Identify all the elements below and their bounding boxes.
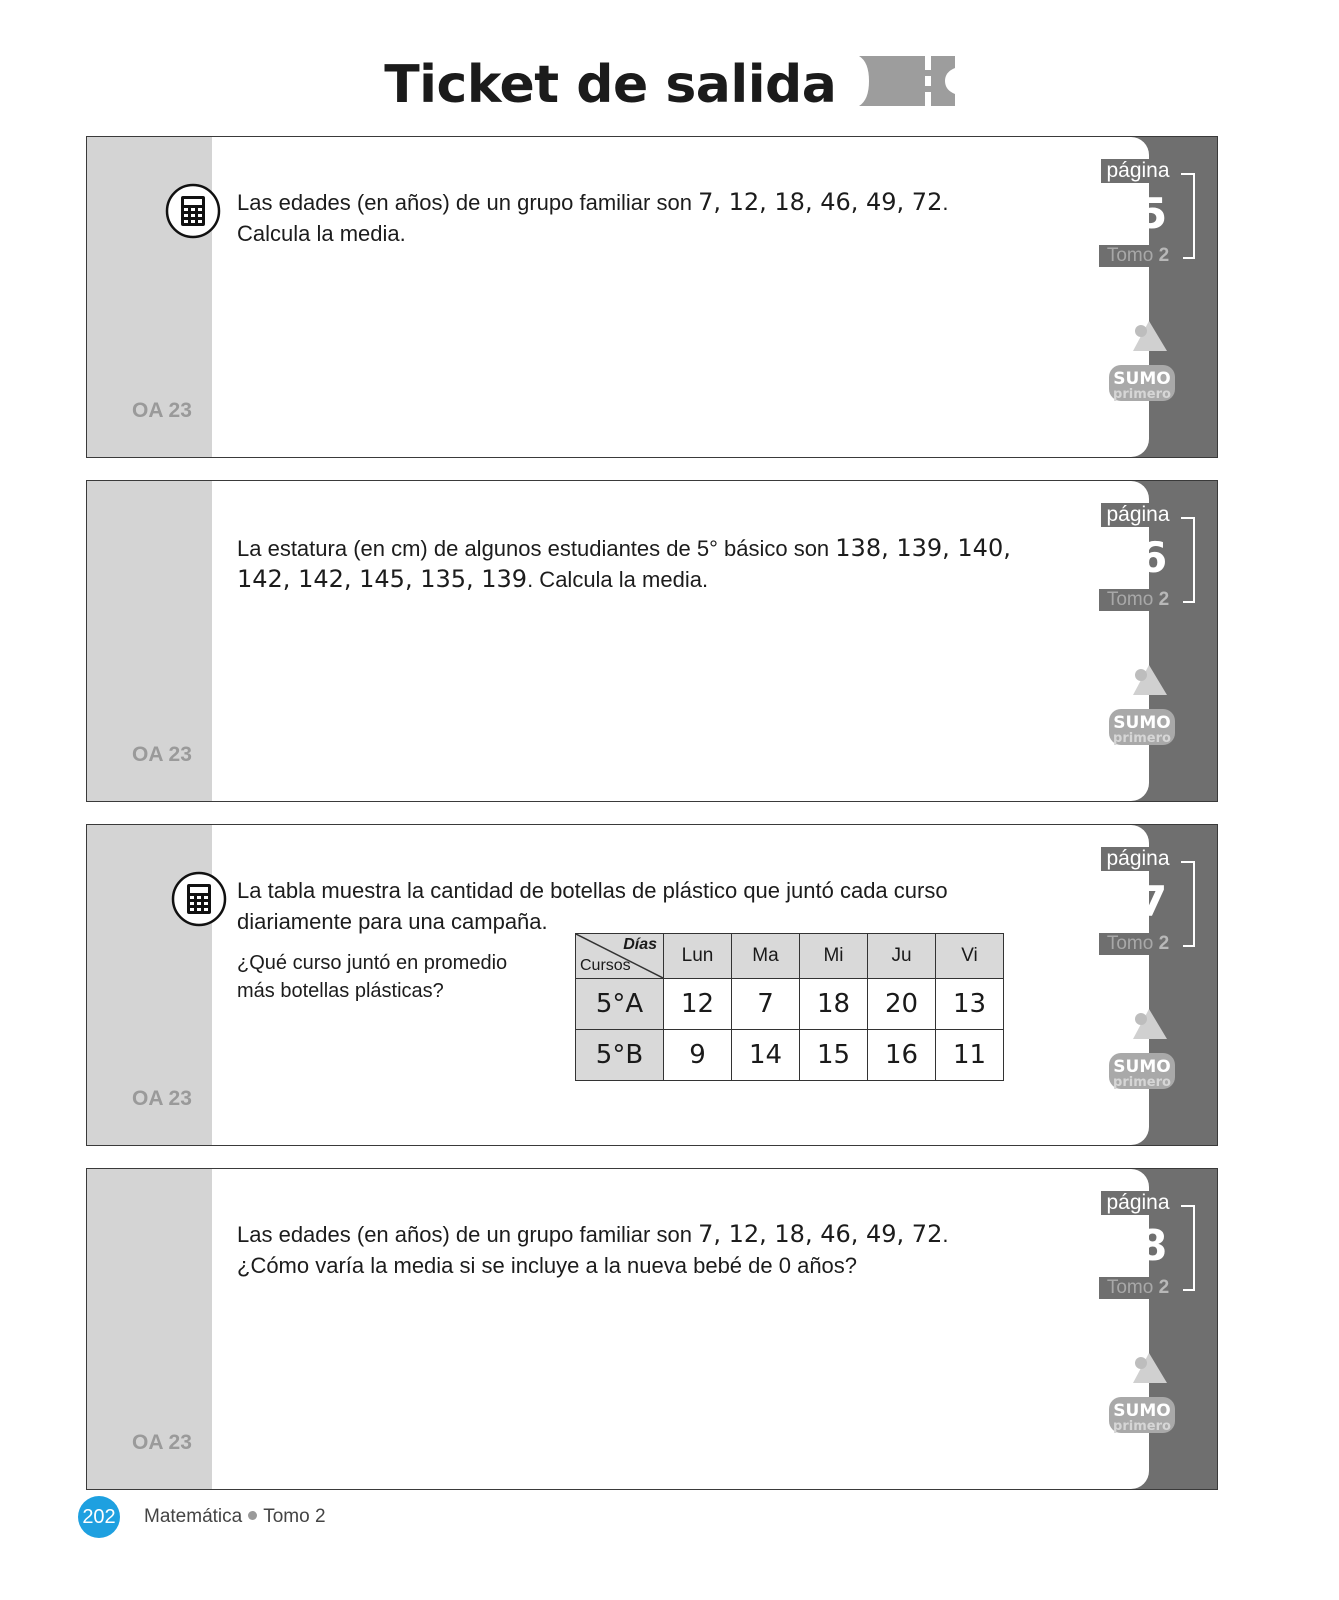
- svg-text:SUMO: SUMO: [1113, 1401, 1171, 1421]
- bullet-dot: [248, 1511, 257, 1520]
- page-reference: [1081, 159, 1195, 267]
- header: [0, 55, 1339, 115]
- footer-text: Matemática Tomo 2: [144, 1506, 326, 1527]
- sub-question: ¿Qué curso juntó en promedio más botellas plásticas?: [237, 952, 508, 1002]
- svg-text:SUMO: SUMO: [1113, 1057, 1171, 1077]
- table-cell: 18: [800, 979, 868, 1030]
- page-reference: [1081, 847, 1195, 955]
- page-label: página: [1101, 1191, 1175, 1215]
- column-header: Ma: [732, 934, 800, 979]
- question-text: La estatura (en cm) de algunos estudiantes de 5° básico son 138, 139, 140, 142, 142, 145, 135, 139. Calcula la media.: [237, 534, 1011, 593]
- row-header: 5°A: [576, 979, 664, 1030]
- sumo-primero-logo: [1105, 665, 1179, 751]
- page-number: 46: [1108, 533, 1168, 582]
- column-header: Lun: [664, 934, 732, 979]
- sumo-primero-logo: [1105, 321, 1179, 407]
- oa-label: OA 23: [132, 1431, 192, 1454]
- table-cell: 11: [936, 1030, 1004, 1081]
- question-text: Las edades (en años) de un grupo familiar son 7, 12, 18, 46, 49, 72. Calcula la media.: [237, 188, 949, 246]
- question-text: Las edades (en años) de un grupo familiar son 7, 12, 18, 46, 49, 72. ¿Cómo varía la media si se incluye a la nueva bebé de 0 años?: [237, 1220, 949, 1278]
- svg-text:primero: primero: [1113, 1075, 1171, 1090]
- ticket-body: [212, 1169, 1149, 1489]
- tomo-label: Tomo 2: [1099, 933, 1177, 955]
- calculator-icon: [165, 183, 221, 239]
- tomo-label: Tomo 2: [1099, 245, 1177, 267]
- table-cell: 16: [868, 1030, 936, 1081]
- table-row: [576, 979, 1004, 1030]
- row-header: 5°B: [576, 1030, 664, 1081]
- exit-ticket-4: [86, 1168, 1218, 1490]
- ticket-body: [212, 137, 1149, 457]
- oa-label: OA 23: [132, 1087, 192, 1110]
- svg-text:SUMO: SUMO: [1113, 713, 1171, 733]
- svg-text:primero: primero: [1113, 1419, 1171, 1434]
- column-header: Vi: [936, 934, 1004, 979]
- page-number-badge: 202: [78, 1496, 120, 1538]
- oa-label: OA 23: [132, 399, 192, 422]
- oa-label: OA 23: [132, 743, 192, 766]
- page-number: 45: [1108, 189, 1168, 238]
- exit-ticket-3: [86, 824, 1218, 1146]
- sumo-primero-logo: [1105, 1009, 1179, 1095]
- table-cell: 12: [664, 979, 732, 1030]
- page-reference: [1081, 1191, 1195, 1299]
- table-cell: 15: [800, 1030, 868, 1081]
- sumo-primero-logo: [1105, 1353, 1179, 1439]
- column-header: Mi: [800, 934, 868, 979]
- svg-text:SUMO: SUMO: [1113, 369, 1171, 389]
- table-cell: 20: [868, 979, 936, 1030]
- table-cell: 7: [732, 979, 800, 1030]
- table-cell: 14: [732, 1030, 800, 1081]
- page-number: 47: [1108, 877, 1168, 926]
- svg-text:primero: primero: [1113, 731, 1171, 746]
- svg-text:primero: primero: [1113, 387, 1171, 402]
- bottles-table: [575, 933, 1004, 1081]
- page-label: página: [1101, 847, 1175, 871]
- page-title: Ticket de salida: [384, 55, 837, 115]
- page-number: 48: [1108, 1221, 1168, 1270]
- question-text: La tabla muestra la cantidad de botellas de plástico que juntó cada curso diariamente para una campaña.: [237, 878, 948, 934]
- tomo-label: Tomo 2: [1099, 589, 1177, 611]
- exit-ticket-1: [86, 136, 1218, 458]
- ticket-icon: [855, 56, 955, 106]
- table-header-row: [576, 934, 1004, 979]
- page-label: página: [1101, 503, 1175, 527]
- table-row: [576, 1030, 1004, 1081]
- exit-ticket-2: [86, 480, 1218, 802]
- column-header: Ju: [868, 934, 936, 979]
- table-cell: 13: [936, 979, 1004, 1030]
- ticket-body: [212, 481, 1149, 801]
- tomo-label: Tomo 2: [1099, 1277, 1177, 1299]
- calculator-icon: [171, 871, 227, 927]
- table-corner-cell: Días Cursos: [576, 934, 664, 979]
- page-reference: [1081, 503, 1195, 611]
- page-label: página: [1101, 159, 1175, 183]
- table-cell: 9: [664, 1030, 732, 1081]
